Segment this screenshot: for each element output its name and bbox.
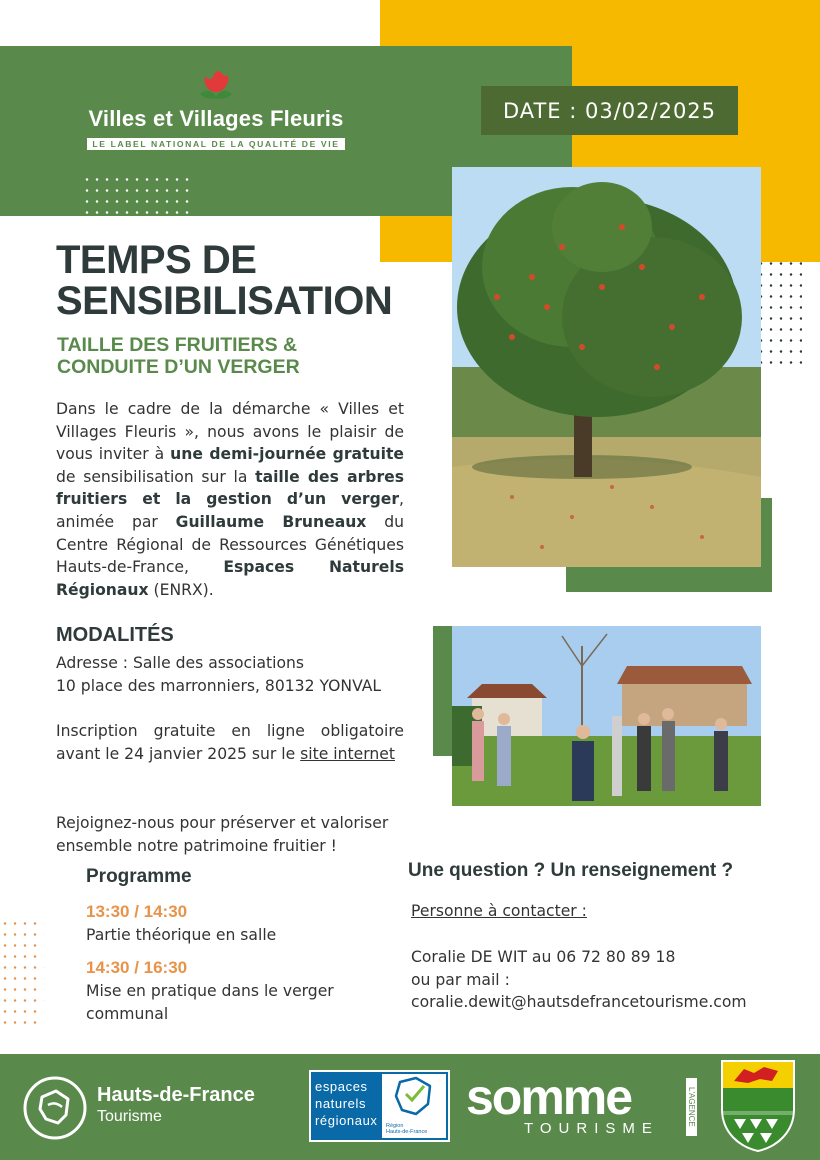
enr-line-1: espaces bbox=[315, 1079, 368, 1094]
france-map-icon bbox=[382, 1074, 446, 1118]
somme-agence-text: L'AGENCE bbox=[686, 1078, 697, 1136]
dot-pattern-header bbox=[82, 174, 194, 218]
programme-time: 14:30 / 16:30 bbox=[86, 958, 188, 977]
title-line-1: TEMPS DE bbox=[56, 238, 257, 282]
enr-line-2: naturels bbox=[315, 1096, 367, 1111]
hauts-de-france-logo-icon bbox=[22, 1075, 88, 1141]
enr-text bbox=[315, 1078, 378, 1129]
enr-region bbox=[386, 1123, 427, 1135]
hauts-de-france-logo-text bbox=[97, 1084, 255, 1126]
logo-subtitle: LE LABEL NATIONAL DE LA QUALITÉ DE VIE bbox=[87, 138, 344, 150]
contact-label: Personne à contacter : bbox=[411, 902, 587, 920]
intro-text-1: Dans le cadre de la démarche « Villes et Villages Fleuris », nous avons le plaisir de vous inviter à bbox=[56, 400, 404, 464]
orchard-workshop-photo bbox=[452, 626, 761, 806]
address-line-1: Adresse : Salle des associations bbox=[56, 654, 305, 672]
enr-line-3: régionaux bbox=[315, 1113, 378, 1128]
programme-item bbox=[86, 902, 386, 947]
apple-tree-photo bbox=[452, 167, 761, 567]
enr-region-1: Région bbox=[386, 1123, 404, 1129]
villes-villages-fleuris-logo bbox=[66, 64, 366, 156]
contact-phone: Coralie DE WIT au 06 72 80 89 18 bbox=[411, 948, 676, 966]
event-date: DATE : 03/02/2025 bbox=[481, 86, 738, 135]
somme-tourisme-text: TOURISME bbox=[524, 1120, 659, 1137]
site-internet-link[interactable]: site internet bbox=[300, 744, 395, 763]
contact-mail-label: ou par mail : bbox=[411, 970, 510, 989]
flower-icon bbox=[194, 64, 238, 102]
intro-bold-4: Espaces Naturels Régionaux bbox=[56, 558, 404, 599]
somme-agence-badge bbox=[686, 1078, 697, 1136]
page-subtitle bbox=[57, 334, 417, 378]
enr-map bbox=[382, 1074, 446, 1138]
somme-word: somme bbox=[466, 1069, 632, 1125]
programme-item bbox=[86, 958, 386, 1025]
intro-text-2: de sensibilisation sur la bbox=[56, 467, 256, 486]
programme-desc: Partie théorique en salle bbox=[86, 926, 277, 944]
page-title bbox=[56, 240, 416, 322]
intro-text-5: (ENRX). bbox=[148, 580, 214, 599]
contact-heading: Une question ? Un renseignement ? bbox=[408, 860, 734, 881]
contact-details bbox=[411, 946, 801, 1014]
title-line-2: SENSIBILISATION bbox=[56, 279, 393, 323]
espaces-naturels-regionaux-logo bbox=[309, 1070, 450, 1142]
programme-time: 13:30 / 14:30 bbox=[86, 902, 188, 921]
programme-desc: Mise en pratique dans le verger communal bbox=[86, 982, 334, 1023]
modalites-heading: MODALITÉS bbox=[56, 624, 174, 646]
contact-email[interactable]: coralie.dewit@hautsdefrancetourisme.com bbox=[411, 993, 747, 1012]
intro-text-4: du Centre Régional de Ressources Génétiques Hauts-de-France, bbox=[56, 512, 404, 577]
join-text: Rejoignez-nous pour préserver et valoriser ensemble notre patrimoine fruitier ! bbox=[56, 814, 389, 855]
intro-bold-1: une demi-journée gratuite bbox=[170, 445, 404, 464]
programme-heading: Programme bbox=[86, 866, 192, 887]
subtitle-line-1: TAILLE DES FRUITIERS & bbox=[57, 334, 298, 356]
logo-title: Villes et Villages Fleuris bbox=[88, 106, 344, 131]
intro-paragraph bbox=[56, 398, 404, 601]
dot-pattern-orange bbox=[0, 918, 44, 1030]
coat-of-arms-icon bbox=[720, 1059, 796, 1153]
somme-tourisme-logo bbox=[466, 1069, 698, 1142]
inscription-sentence: Inscription gratuite en ligne obligatoire avant le 24 janvier 2025 sur le bbox=[56, 722, 404, 763]
intro-bold-2: taille des arbres fruitiers et la gestion d’un verger bbox=[56, 467, 404, 509]
inscription-text bbox=[56, 720, 404, 765]
hdf-sub: Tourisme bbox=[97, 1108, 162, 1125]
intro-bold-3: Guillaume Bruneaux bbox=[175, 512, 367, 531]
hdf-name: Hauts-de-France bbox=[97, 1084, 255, 1106]
subtitle-line-2: CONDUITE D’UN VERGER bbox=[57, 356, 300, 378]
intro-text-3: , animée par bbox=[56, 490, 404, 531]
address-line-2: 10 place des marronniers, 80132 YONVAL bbox=[56, 676, 382, 695]
enr-region-2: Hauts-de-France bbox=[386, 1129, 428, 1135]
address-block bbox=[56, 652, 404, 697]
